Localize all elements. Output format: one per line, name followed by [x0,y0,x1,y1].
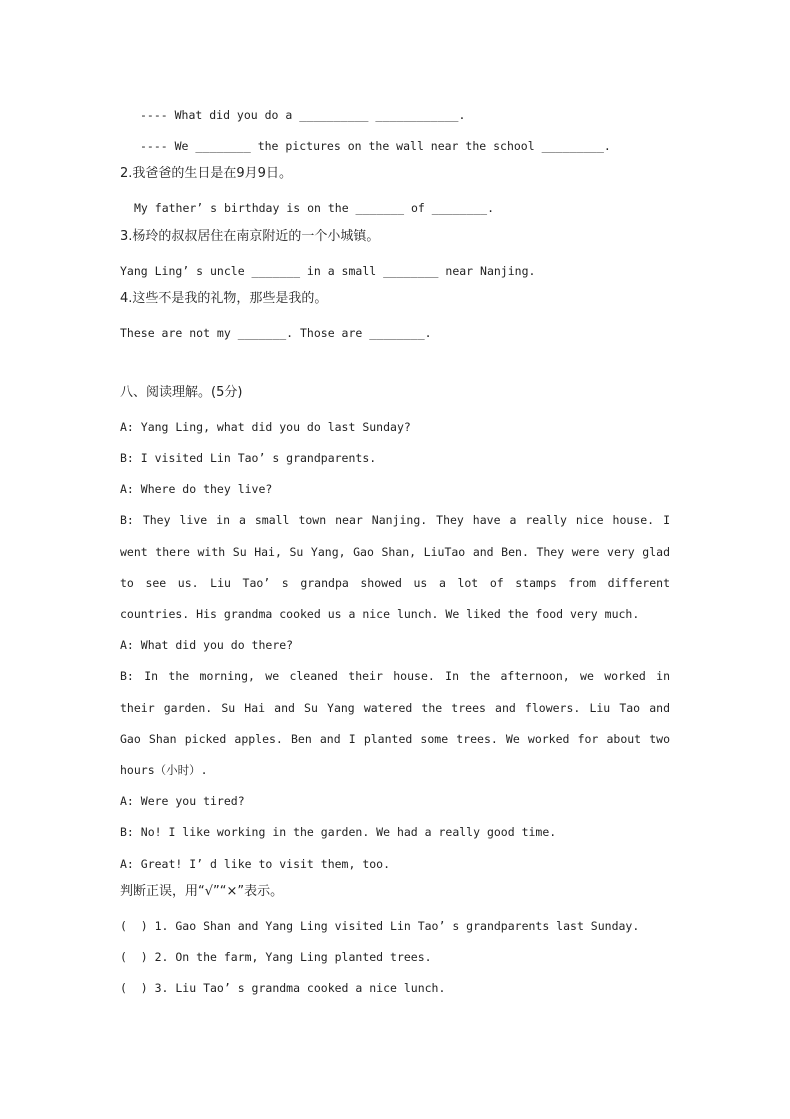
passage-line: B: They live in a small town near Nanjing. They have a really nice house. I [120,513,670,527]
passage-line: A: Where do they live? [120,482,273,496]
q2-english: My father’ s birthday is on the _______ of ________. [134,201,495,215]
reading-heading: 八、阅读理解。(5分) [120,385,243,400]
passage-line: A: Great! I’ d like to visit them, too. [120,857,391,871]
judge-question: ( ) 3. Liu Tao’ s grandma cooked a nice lunch. [120,981,446,995]
q2-chinese: 2.我爸爸的生日是在9月9日。 [120,166,292,181]
passage-line: countries. His grandma cooked us a nice lunch. We liked the food very much. [120,607,640,621]
passage-line: A: Were you tired? [120,794,245,808]
passage-line: B: In the morning, we cleaned their house. In the afternoon, we worked in [120,669,670,683]
passage-line: their garden. Su Hai and Su Yang watered the trees and flowers. Liu Tao and [120,701,670,715]
judge-question: ( ) 2. On the farm, Yang Ling planted trees. [120,950,432,964]
passage-line: A: What did you do there? [120,638,294,652]
passage-line: B: No! I like working in the garden. We had a really good time. [120,825,557,839]
passage-line: A: Yang Ling, what did you do last Sunday? [120,420,411,434]
passage-line: B: I visited Lin Tao’ s grandparents. [120,451,377,465]
q4-english: These are not my _______. Those are ________. [120,326,432,340]
passage-line: went there with Su Hai, Su Yang, Gao Shan, LiuTao and Ben. They were very glad [120,545,670,559]
passage-line: hours（小时）. [120,763,208,777]
judge-instruction: 判断正误，用“√”“×”表示。 [120,884,284,899]
passage-line: Gao Shan picked apples. Ben and I planted some trees. We worked for about two [120,732,670,746]
q3-chinese: 3.杨玲的叔叔居住在南京附近的一个小城镇。 [120,229,380,244]
q1-line-b: ---- We ________ the pictures on the wall near the school _________. [140,139,611,153]
q4-chinese: 4.这些不是我的礼物，那些是我的。 [120,291,328,306]
q1-line-a: ---- What did you do a __________ ____________. [140,108,466,122]
judge-question: ( ) 1. Gao Shan and Yang Ling visited Lin Tao’ s grandparents last Sunday. [120,919,640,933]
passage-line: to see us. Liu Tao’ s grandpa showed us a lot of stamps from different [120,576,670,590]
q3-english: Yang Ling’ s uncle _______ in a small ________ near Nanjing. [120,264,536,278]
